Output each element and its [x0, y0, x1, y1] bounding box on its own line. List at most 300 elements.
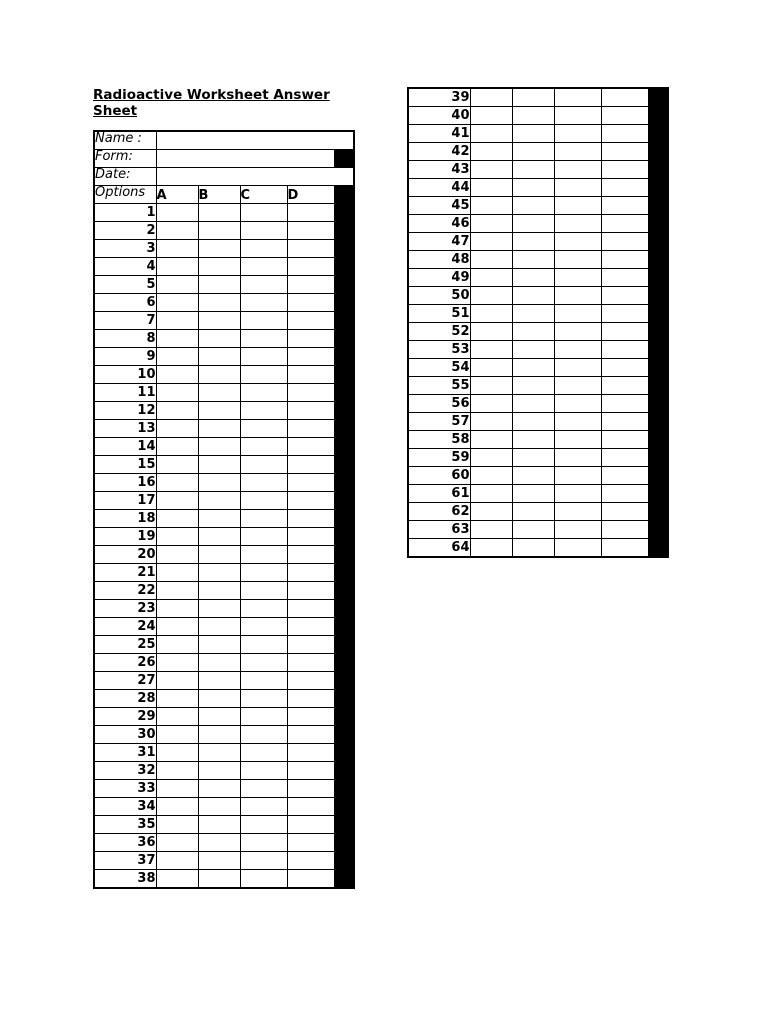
answer-cell-b[interactable]	[198, 762, 240, 780]
answer-cell-c[interactable]	[554, 449, 601, 467]
answer-cell-c[interactable]	[240, 276, 287, 294]
answer-cell-c[interactable]	[240, 762, 287, 780]
answer-cell-d[interactable]	[287, 672, 334, 690]
question-number: 46	[408, 215, 470, 233]
answer-cell-a[interactable]	[156, 726, 198, 744]
answer-cell-d[interactable]	[601, 179, 648, 197]
answer-cell-b[interactable]	[512, 305, 554, 323]
answer-cell-a[interactable]	[156, 582, 198, 600]
answer-cell-c[interactable]	[240, 330, 287, 348]
answer-cell-b[interactable]	[198, 546, 240, 564]
answer-cell-c[interactable]	[554, 161, 601, 179]
answer-cell-b[interactable]	[512, 449, 554, 467]
timing-mark	[334, 798, 354, 816]
answer-cell-a[interactable]	[156, 600, 198, 618]
question-row	[94, 690, 354, 708]
answer-cell-c[interactable]	[554, 413, 601, 431]
answer-cell-c[interactable]	[240, 852, 287, 870]
answer-cell-a[interactable]	[156, 762, 198, 780]
answer-cell-b[interactable]	[198, 834, 240, 852]
answer-cell-a[interactable]	[156, 384, 198, 402]
answer-cell-c[interactable]	[554, 233, 601, 251]
answer-cell-c[interactable]	[240, 510, 287, 528]
answer-cell-b[interactable]	[512, 485, 554, 503]
answer-cell-c[interactable]	[240, 528, 287, 546]
answer-cell-a[interactable]	[470, 377, 512, 395]
answer-cell-c[interactable]	[240, 618, 287, 636]
answer-cell-a[interactable]	[156, 834, 198, 852]
answer-cell-a[interactable]	[156, 204, 198, 222]
answer-cell-b[interactable]	[512, 287, 554, 305]
answer-cell-a[interactable]	[156, 744, 198, 762]
answer-cell-c[interactable]	[240, 438, 287, 456]
answer-cell-a[interactable]	[156, 798, 198, 816]
answer-cell-b[interactable]	[198, 564, 240, 582]
answer-cell-c[interactable]	[554, 539, 601, 558]
answer-cell-b[interactable]	[198, 654, 240, 672]
question-row	[94, 474, 354, 492]
question-number: 42	[408, 143, 470, 161]
answer-cell-b[interactable]	[198, 528, 240, 546]
answer-cell-b[interactable]	[512, 143, 554, 161]
answer-cell-a[interactable]	[470, 215, 512, 233]
answer-cell-b[interactable]	[512, 125, 554, 143]
answer-cell-c[interactable]	[240, 258, 287, 276]
answer-cell-c[interactable]	[240, 798, 287, 816]
answer-cell-d[interactable]	[601, 521, 648, 539]
answer-cell-a[interactable]	[156, 672, 198, 690]
question-row	[94, 312, 354, 330]
answer-cell-d[interactable]	[601, 377, 648, 395]
answer-cell-d[interactable]	[601, 359, 648, 377]
answer-cell-c[interactable]	[240, 582, 287, 600]
answer-cell-d[interactable]	[287, 510, 334, 528]
answer-cell-b[interactable]	[198, 456, 240, 474]
answer-cell-d[interactable]	[287, 798, 334, 816]
answer-cell-a[interactable]	[156, 510, 198, 528]
answer-cell-c[interactable]	[240, 420, 287, 438]
answer-cell-a[interactable]	[156, 240, 198, 258]
answer-cell-d[interactable]	[287, 564, 334, 582]
answer-cell-d[interactable]	[601, 125, 648, 143]
answer-cell-b[interactable]	[512, 197, 554, 215]
answer-cell-a[interactable]	[470, 341, 512, 359]
answer-cell-a[interactable]	[470, 449, 512, 467]
answer-cell-d[interactable]	[287, 834, 334, 852]
answer-cell-c[interactable]	[554, 323, 601, 341]
answer-cell-b[interactable]	[198, 222, 240, 240]
answer-cell-a[interactable]	[156, 528, 198, 546]
timing-mark	[334, 474, 354, 492]
answer-cell-b[interactable]	[512, 251, 554, 269]
question-row	[94, 330, 354, 348]
answer-cell-a[interactable]	[156, 294, 198, 312]
answer-cell-b[interactable]	[512, 215, 554, 233]
answer-cell-d[interactable]	[287, 636, 334, 654]
answer-cell-d[interactable]	[601, 233, 648, 251]
answer-cell-c[interactable]	[240, 492, 287, 510]
answer-cell-b[interactable]	[198, 330, 240, 348]
answer-cell-d[interactable]	[601, 413, 648, 431]
answer-cell-a[interactable]	[156, 258, 198, 276]
answer-cell-c[interactable]	[554, 503, 601, 521]
answer-cell-a[interactable]	[470, 413, 512, 431]
answer-cell-c[interactable]	[554, 341, 601, 359]
answer-cell-c[interactable]	[554, 431, 601, 449]
answer-cell-b[interactable]	[198, 816, 240, 834]
answer-cell-b[interactable]	[512, 539, 554, 558]
answer-cell-a[interactable]	[156, 348, 198, 366]
form-field[interactable]	[156, 150, 334, 168]
answer-cell-d[interactable]	[287, 816, 334, 834]
answer-cell-d[interactable]	[287, 654, 334, 672]
answer-cell-d[interactable]	[601, 143, 648, 161]
answer-cell-b[interactable]	[198, 312, 240, 330]
answer-cell-b[interactable]	[198, 240, 240, 258]
answer-cell-a[interactable]	[470, 521, 512, 539]
question-row	[94, 258, 354, 276]
answer-cell-c[interactable]	[554, 179, 601, 197]
answer-cell-d[interactable]	[287, 546, 334, 564]
answer-cell-d[interactable]	[287, 474, 334, 492]
answer-cell-b[interactable]	[512, 467, 554, 485]
answer-cell-c[interactable]	[240, 546, 287, 564]
answer-cell-b[interactable]	[512, 395, 554, 413]
question-row	[94, 870, 354, 889]
answer-cell-d[interactable]	[287, 348, 334, 366]
answer-cell-d[interactable]	[601, 305, 648, 323]
answer-cell-c[interactable]	[554, 269, 601, 287]
answer-cell-b[interactable]	[198, 402, 240, 420]
answer-cell-c[interactable]	[240, 474, 287, 492]
answer-cell-a[interactable]	[156, 852, 198, 870]
answer-cell-b[interactable]	[198, 294, 240, 312]
answer-cell-d[interactable]	[287, 726, 334, 744]
answer-cell-d[interactable]	[601, 107, 648, 125]
answer-cell-a[interactable]	[156, 438, 198, 456]
answer-cell-c[interactable]	[554, 305, 601, 323]
answer-cell-b[interactable]	[198, 510, 240, 528]
answer-cell-a[interactable]	[156, 618, 198, 636]
answer-cell-c[interactable]	[240, 402, 287, 420]
answer-cell-b[interactable]	[512, 88, 554, 107]
answer-cell-d[interactable]	[287, 528, 334, 546]
answer-cell-d[interactable]	[601, 323, 648, 341]
question-row	[94, 780, 354, 798]
answer-cell-a[interactable]	[470, 395, 512, 413]
answer-cell-b[interactable]	[512, 431, 554, 449]
answer-cell-c[interactable]	[554, 143, 601, 161]
answer-cell-a[interactable]	[470, 359, 512, 377]
timing-mark	[334, 564, 354, 582]
answer-cell-c[interactable]	[240, 834, 287, 852]
answer-cell-c[interactable]	[554, 88, 601, 107]
answer-cell-d[interactable]	[601, 467, 648, 485]
timing-mark	[334, 780, 354, 798]
answer-cell-d[interactable]	[287, 222, 334, 240]
answer-cell-a[interactable]	[470, 485, 512, 503]
timing-mark	[334, 762, 354, 780]
answer-cell-c[interactable]	[240, 240, 287, 258]
answer-cell-b[interactable]	[198, 852, 240, 870]
timing-mark	[648, 503, 668, 521]
answer-cell-c[interactable]	[554, 107, 601, 125]
answer-cell-c[interactable]	[554, 197, 601, 215]
answer-cell-a[interactable]	[156, 690, 198, 708]
answer-cell-a[interactable]	[156, 546, 198, 564]
answer-cell-d[interactable]	[287, 402, 334, 420]
timing-mark	[648, 521, 668, 539]
answer-cell-d[interactable]	[287, 276, 334, 294]
answer-cell-d[interactable]	[287, 762, 334, 780]
answer-cell-c[interactable]	[240, 222, 287, 240]
answer-cell-a[interactable]	[156, 564, 198, 582]
answer-cell-a[interactable]	[156, 420, 198, 438]
answer-cell-b[interactable]	[512, 413, 554, 431]
answer-cell-c[interactable]	[240, 636, 287, 654]
question-number: 18	[94, 510, 156, 528]
answer-cell-d[interactable]	[287, 456, 334, 474]
answer-cell-d[interactable]	[287, 204, 334, 222]
answer-cell-b[interactable]	[512, 503, 554, 521]
answer-cell-a[interactable]	[156, 636, 198, 654]
timing-mark	[648, 233, 668, 251]
question-number: 10	[94, 366, 156, 384]
answer-cell-c[interactable]	[240, 204, 287, 222]
date-field[interactable]	[156, 168, 354, 186]
answer-cell-a[interactable]	[470, 233, 512, 251]
answer-cell-a[interactable]	[156, 870, 198, 889]
answer-cell-b[interactable]	[198, 744, 240, 762]
answer-cell-d[interactable]	[287, 870, 334, 889]
answer-cell-d[interactable]	[287, 708, 334, 726]
answer-cell-b[interactable]	[198, 636, 240, 654]
answer-cell-d[interactable]	[287, 294, 334, 312]
answer-cell-d[interactable]	[601, 287, 648, 305]
timing-mark	[334, 816, 354, 834]
question-row	[94, 204, 354, 222]
answer-cell-a[interactable]	[156, 276, 198, 294]
answer-cell-c[interactable]	[554, 251, 601, 269]
answer-cell-d[interactable]	[287, 438, 334, 456]
question-number: 1	[94, 204, 156, 222]
answer-cell-b[interactable]	[512, 107, 554, 125]
answer-cell-b[interactable]	[198, 204, 240, 222]
answer-cell-d[interactable]	[287, 744, 334, 762]
answer-cell-a[interactable]	[156, 312, 198, 330]
answer-cell-c[interactable]	[554, 287, 601, 305]
answer-cell-b[interactable]	[512, 269, 554, 287]
question-number: 54	[408, 359, 470, 377]
answer-cell-c[interactable]	[240, 780, 287, 798]
answer-cell-d[interactable]	[601, 88, 648, 107]
answer-cell-d[interactable]	[601, 449, 648, 467]
question-number: 30	[94, 726, 156, 744]
answer-cell-c[interactable]	[240, 744, 287, 762]
answer-cell-a[interactable]	[156, 654, 198, 672]
name-field[interactable]	[156, 131, 354, 150]
answer-cell-d[interactable]	[287, 690, 334, 708]
answer-cell-d[interactable]	[287, 312, 334, 330]
answer-cell-a[interactable]	[470, 179, 512, 197]
timing-mark	[334, 654, 354, 672]
answer-cell-b[interactable]	[198, 780, 240, 798]
answer-cell-c[interactable]	[240, 564, 287, 582]
timing-mark	[334, 546, 354, 564]
answer-cell-c[interactable]	[240, 384, 287, 402]
answer-cell-d[interactable]	[287, 618, 334, 636]
answer-cell-a[interactable]	[470, 251, 512, 269]
answer-cell-c[interactable]	[240, 456, 287, 474]
question-number: 53	[408, 341, 470, 359]
answer-cell-a[interactable]	[156, 222, 198, 240]
answer-cell-a[interactable]	[470, 125, 512, 143]
answer-cell-c[interactable]	[240, 726, 287, 744]
answer-cell-a[interactable]	[470, 503, 512, 521]
answer-cell-b[interactable]	[198, 384, 240, 402]
answer-cell-a[interactable]	[470, 431, 512, 449]
answer-cell-a[interactable]	[156, 492, 198, 510]
answer-cell-c[interactable]	[554, 485, 601, 503]
question-row	[408, 467, 668, 485]
timing-mark	[334, 150, 354, 168]
answer-cell-b[interactable]	[198, 276, 240, 294]
option-header-d: D	[287, 186, 334, 204]
answer-cell-d[interactable]	[287, 780, 334, 798]
answer-cell-c[interactable]	[240, 348, 287, 366]
answer-cell-d[interactable]	[287, 582, 334, 600]
question-row	[408, 395, 668, 413]
timing-mark	[334, 636, 354, 654]
question-row	[94, 384, 354, 402]
timing-mark	[334, 204, 354, 222]
answer-cell-d[interactable]	[601, 503, 648, 521]
answer-cell-d[interactable]	[601, 269, 648, 287]
answer-cell-a[interactable]	[470, 323, 512, 341]
answer-cell-a[interactable]	[470, 269, 512, 287]
answer-cell-b[interactable]	[198, 492, 240, 510]
answer-cell-d[interactable]	[287, 258, 334, 276]
answer-cell-b[interactable]	[198, 690, 240, 708]
answer-cell-c[interactable]	[240, 708, 287, 726]
answer-cell-c[interactable]	[240, 600, 287, 618]
answer-cell-d[interactable]	[601, 539, 648, 558]
answer-cell-a[interactable]	[156, 474, 198, 492]
answer-cell-d[interactable]	[601, 431, 648, 449]
timing-mark	[648, 467, 668, 485]
answer-cell-c[interactable]	[554, 377, 601, 395]
answer-cell-a[interactable]	[156, 402, 198, 420]
answer-cell-c[interactable]	[554, 395, 601, 413]
date-label: Date:	[94, 168, 156, 186]
answer-cell-a[interactable]	[156, 330, 198, 348]
answer-cell-b[interactable]	[512, 161, 554, 179]
timing-mark	[334, 366, 354, 384]
answer-cell-b[interactable]	[198, 582, 240, 600]
answer-cell-c[interactable]	[554, 467, 601, 485]
answer-cell-d[interactable]	[601, 161, 648, 179]
answer-cell-a[interactable]	[470, 107, 512, 125]
answer-cell-a[interactable]	[156, 366, 198, 384]
answer-cell-c[interactable]	[240, 870, 287, 889]
answer-cell-b[interactable]	[198, 726, 240, 744]
answer-cell-a[interactable]	[470, 467, 512, 485]
question-number: 64	[408, 539, 470, 558]
question-number: 43	[408, 161, 470, 179]
answer-cell-b[interactable]	[198, 474, 240, 492]
answer-cell-b[interactable]	[198, 258, 240, 276]
answer-cell-d[interactable]	[287, 492, 334, 510]
answer-cell-b[interactable]	[512, 359, 554, 377]
answer-cell-b[interactable]	[198, 600, 240, 618]
answer-cell-a[interactable]	[470, 88, 512, 107]
answer-cell-a[interactable]	[156, 780, 198, 798]
answer-cell-d[interactable]	[601, 485, 648, 503]
answer-cell-d[interactable]	[601, 215, 648, 233]
answer-cell-b[interactable]	[512, 323, 554, 341]
answer-cell-c[interactable]	[240, 366, 287, 384]
answer-cell-b[interactable]	[198, 798, 240, 816]
answer-cell-a[interactable]	[470, 143, 512, 161]
answer-cell-a[interactable]	[470, 287, 512, 305]
question-number: 39	[408, 88, 470, 107]
answer-cell-a[interactable]	[470, 539, 512, 558]
answer-cell-b[interactable]	[512, 179, 554, 197]
answer-cell-b[interactable]	[198, 870, 240, 889]
answer-cell-b[interactable]	[512, 341, 554, 359]
answer-cell-d[interactable]	[601, 197, 648, 215]
answer-cell-b[interactable]	[198, 438, 240, 456]
answer-cell-d[interactable]	[601, 251, 648, 269]
answer-cell-b[interactable]	[198, 618, 240, 636]
answer-cell-a[interactable]	[470, 305, 512, 323]
answer-cell-d[interactable]	[601, 341, 648, 359]
answer-cell-b[interactable]	[512, 377, 554, 395]
answer-cell-c[interactable]	[240, 816, 287, 834]
answer-cell-c[interactable]	[554, 125, 601, 143]
answer-cell-b[interactable]	[198, 366, 240, 384]
answer-cell-d[interactable]	[287, 240, 334, 258]
answer-cell-a[interactable]	[156, 816, 198, 834]
answer-cell-d[interactable]	[287, 384, 334, 402]
option-header-c: C	[240, 186, 287, 204]
answer-cell-c[interactable]	[554, 359, 601, 377]
answer-cell-d[interactable]	[287, 366, 334, 384]
answer-cell-b[interactable]	[198, 672, 240, 690]
answer-cell-a[interactable]	[470, 197, 512, 215]
answer-cell-c[interactable]	[240, 294, 287, 312]
answer-cell-b[interactable]	[512, 233, 554, 251]
answer-cell-d[interactable]	[287, 420, 334, 438]
answer-cell-c[interactable]	[240, 654, 287, 672]
answer-cell-c[interactable]	[240, 690, 287, 708]
answer-cell-a[interactable]	[470, 161, 512, 179]
answer-cell-a[interactable]	[156, 708, 198, 726]
answer-cell-d[interactable]	[601, 395, 648, 413]
answer-cell-d[interactable]	[287, 852, 334, 870]
answer-cell-b[interactable]	[198, 708, 240, 726]
answer-cell-b[interactable]	[198, 348, 240, 366]
answer-cell-c[interactable]	[554, 521, 601, 539]
answer-cell-d[interactable]	[287, 330, 334, 348]
answer-cell-c[interactable]	[240, 672, 287, 690]
answer-cell-d[interactable]	[287, 600, 334, 618]
answer-cell-a[interactable]	[156, 456, 198, 474]
answer-cell-c[interactable]	[554, 215, 601, 233]
answer-cell-b[interactable]	[512, 521, 554, 539]
answer-cell-b[interactable]	[198, 420, 240, 438]
answer-cell-c[interactable]	[240, 312, 287, 330]
